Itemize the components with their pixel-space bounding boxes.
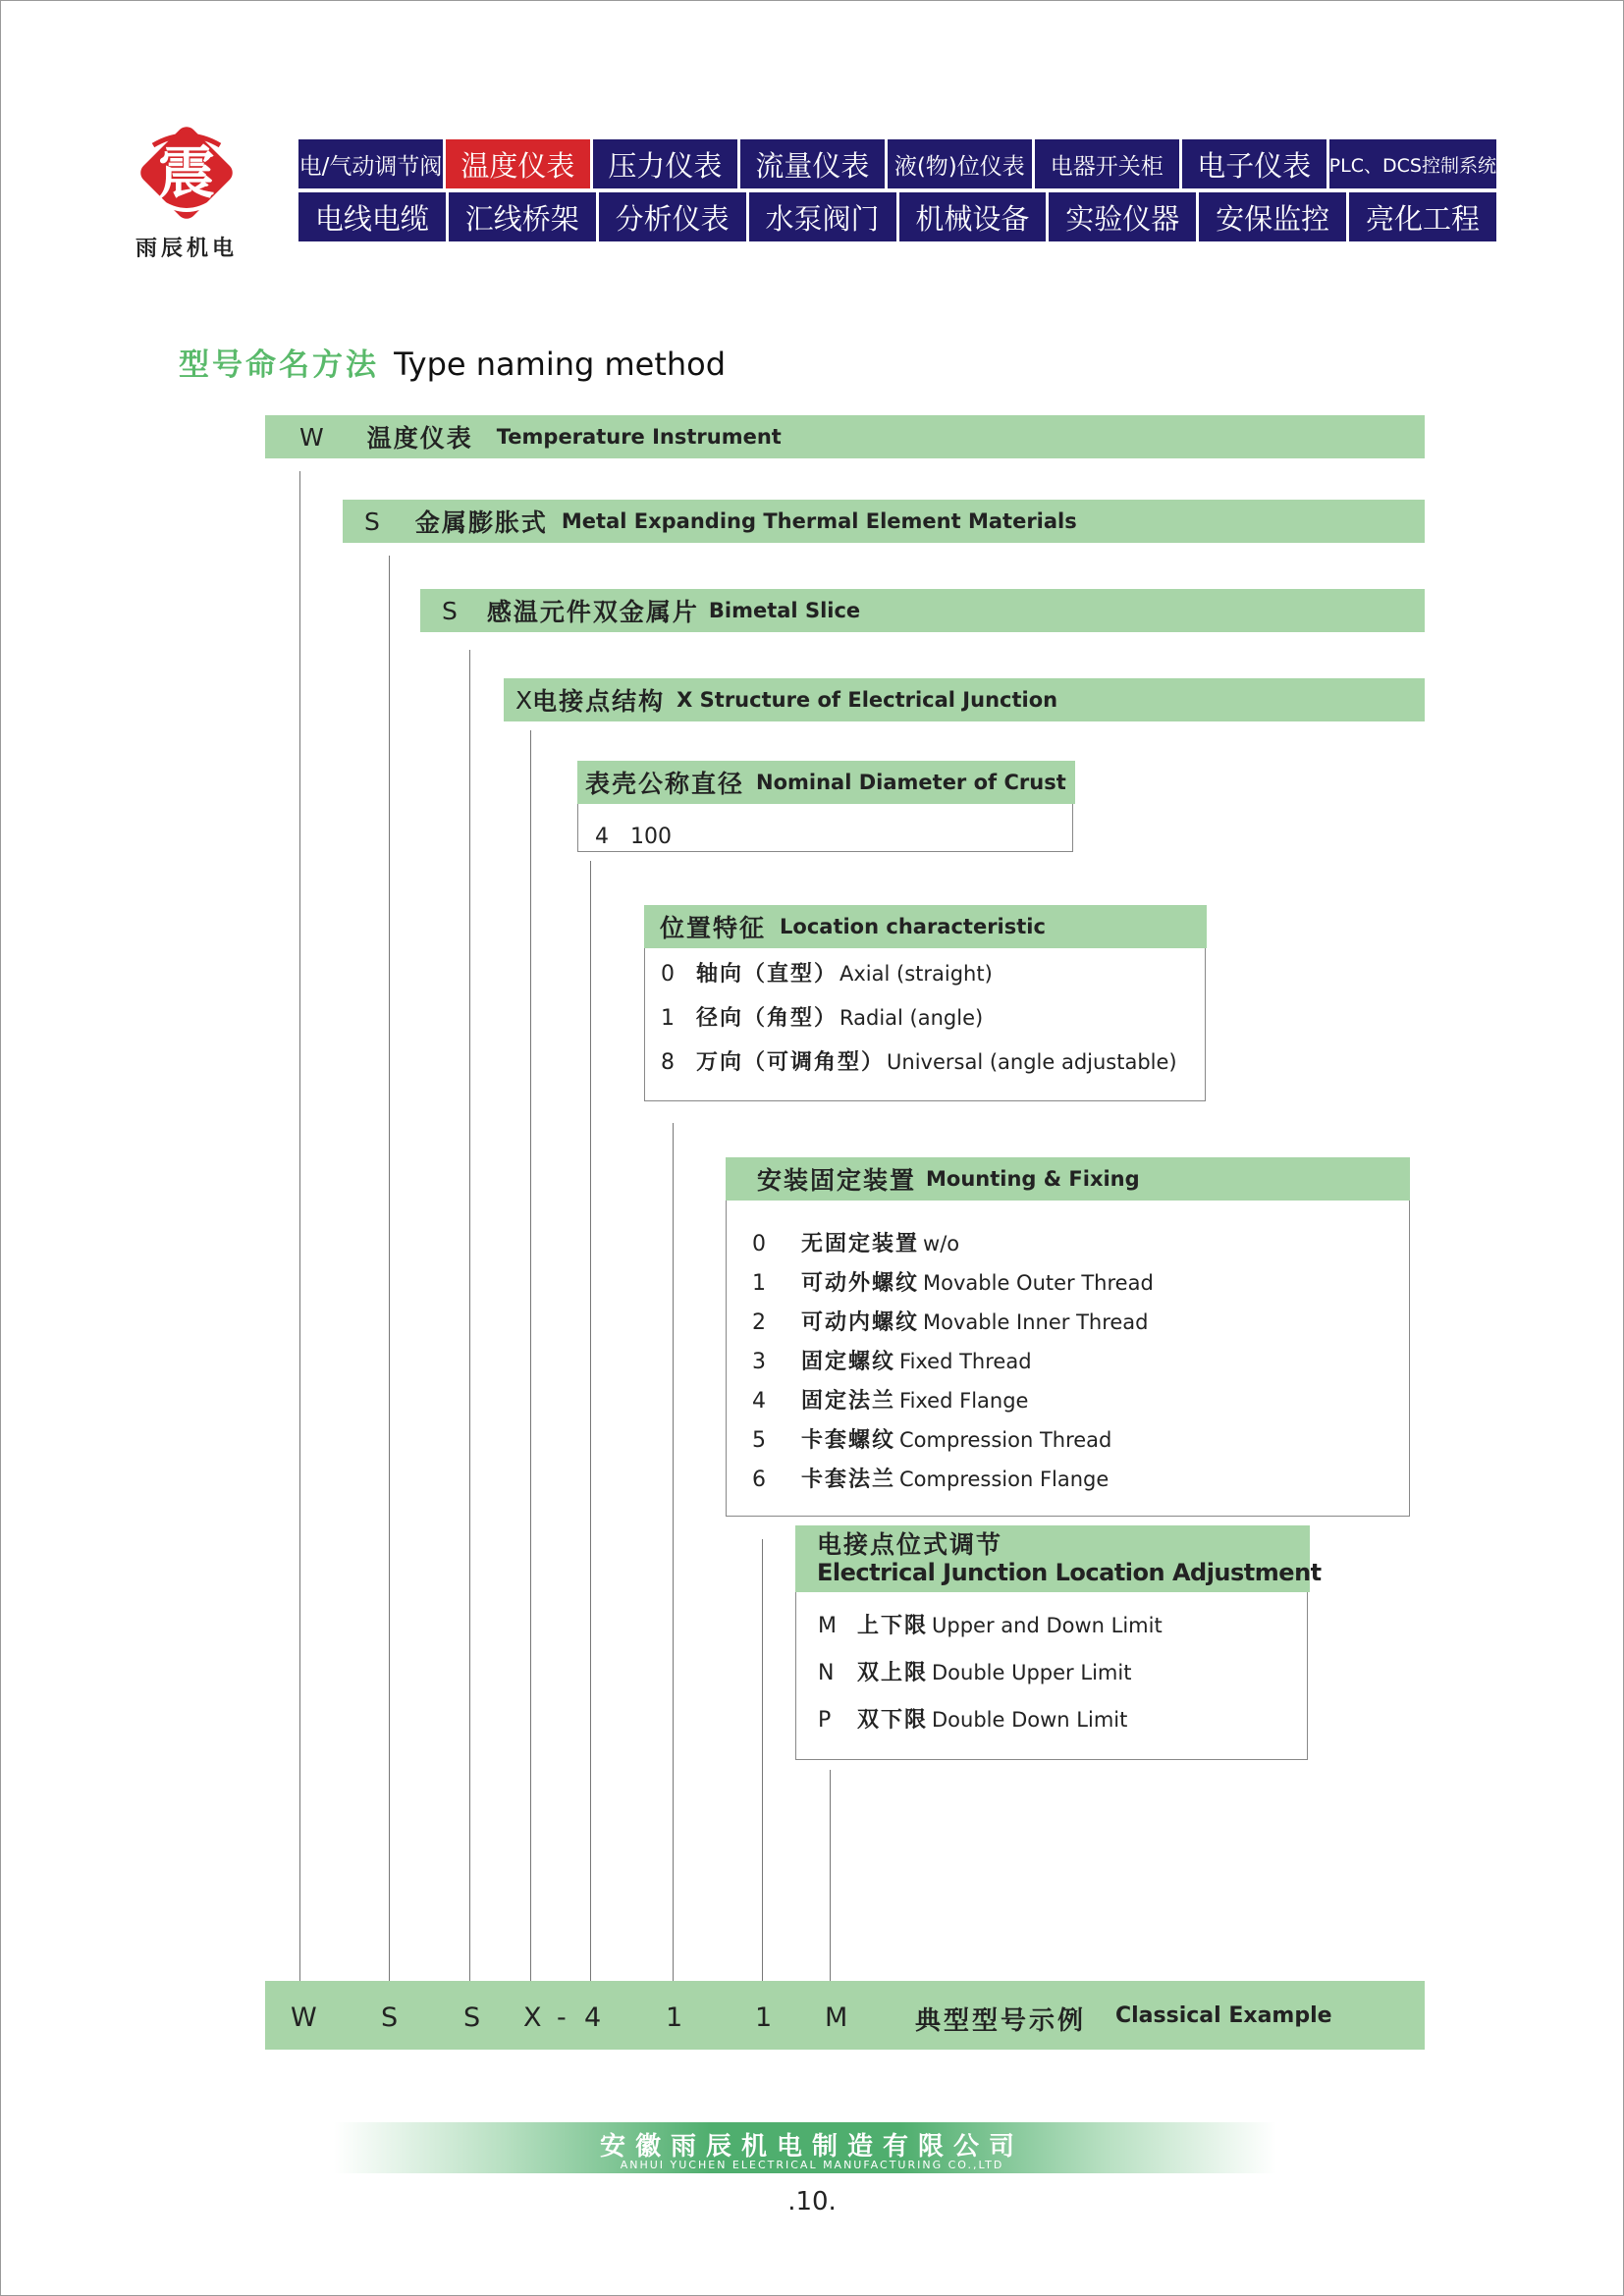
option-code: 4 [752,1389,766,1414]
nav-item[interactable]: PLC、DCS控制系统 [1329,139,1496,188]
option-en: Movable Inner Thread [923,1310,1149,1334]
nav-item[interactable]: 水泵阀门 [749,192,896,241]
mounting-option [752,1463,1109,1493]
example-cn: 典型型号示例 [915,2006,1087,2036]
location-option [661,1045,1177,1076]
diameter-cn: 表壳公称直径 [585,770,745,798]
example-char: 4 [584,2002,602,2033]
mounting-cn: 安装固定装置 [757,1166,917,1195]
connector-line-s2 [469,650,470,1981]
option-cn: 无固定装置 [801,1232,920,1256]
option-code: 2 [752,1310,766,1335]
example-char: 1 [755,2002,773,2033]
option-cn: 固定法兰 [801,1389,896,1414]
mounting-option [752,1423,1111,1454]
adjust-option [818,1656,1131,1686]
location-box [644,905,1206,1101]
level-bar-s1 [343,500,1425,543]
connector-line-diameter [590,861,591,1981]
example-char: W [291,2002,317,2033]
level-en: X Structure of Electrical Junction [677,688,1058,712]
option-cn: 固定螺纹 [801,1350,896,1374]
option-code: M [818,1614,837,1638]
option-cn: 可动外螺纹 [801,1271,920,1296]
mounting-option [752,1306,1149,1336]
adjust-option [818,1703,1127,1734]
nav-row-1 [298,139,1496,188]
company-logo [126,116,247,263]
option-cn: 卡套螺纹 [801,1428,896,1453]
adjust-header [795,1525,1322,1592]
connector-line-x [530,730,531,1981]
option-code: 1 [752,1271,766,1296]
option-cn: 双下限 [857,1708,929,1733]
nav-item[interactable]: 电子仪表 [1182,139,1326,188]
option-en: Radial (angle) [839,1006,984,1030]
classical-example-bar [265,1981,1425,2050]
location-option [661,1001,983,1032]
example-en: Classical Example [1115,2003,1332,2028]
option-cn: 万向（可调角型） [696,1050,886,1075]
level-cn: 金属膨胀式 [414,508,548,537]
nav-item[interactable]: 电/气动调节阀 [298,139,443,188]
mounting-header [726,1157,1410,1201]
example-char: X [523,2002,542,2033]
adjust-cn: 电接点位式调节 [817,1530,1003,1559]
nav-item[interactable]: 电器开关柜 [1035,139,1179,188]
nav-item[interactable]: 压力仪表 [593,139,737,188]
example-char: 1 [666,2002,683,2033]
option-en: Double Down Limit [932,1708,1128,1732]
option-en: Compression Thread [899,1428,1112,1452]
page-number: .10. [787,2187,837,2216]
level-code: S [442,596,458,625]
connector-line-s1 [389,556,390,1981]
mounting-option [752,1266,1154,1297]
option-en: Upper and Down Limit [932,1614,1163,1637]
nav-item[interactable]: 实验仪器 [1049,192,1196,241]
diameter-value-row [595,825,672,849]
option-cn: 轴向（直型） [696,962,839,987]
option-en: Fixed Thread [899,1350,1032,1373]
mounting-option [752,1227,959,1257]
company-name: 雨辰机电 [135,237,238,261]
mounting-box [726,1157,1410,1517]
option-en: Universal (angle adjustable) [887,1050,1177,1074]
adjust-en: Electrical Junction Location Adjustment [817,1559,1322,1586]
mounting-option [752,1345,1032,1375]
section-title-cn: 型号命名方法 [179,347,379,383]
option-cn: 上下限 [857,1614,929,1638]
diameter-en: Nominal Diameter of Crust [756,771,1066,794]
adjust-box [795,1525,1322,1760]
option-code: 3 [752,1350,766,1374]
option-cn: 卡套法兰 [801,1468,896,1492]
level-en: Temperature Instrument [496,425,782,449]
option-code: 8 [661,1050,675,1075]
adjust-option [818,1609,1163,1639]
option-code: 1 [661,1006,675,1031]
option-en: w/o [923,1232,960,1255]
option-code: 6 [752,1468,766,1492]
level-code: X [515,685,533,715]
option-en: Compression Flange [899,1468,1110,1491]
option-en: Fixed Flange [899,1389,1029,1413]
section-title-en: Type naming method [394,346,727,383]
location-cn: 位置特征 [660,914,767,942]
option-code: P [818,1708,832,1733]
option-en: Double Upper Limit [932,1661,1132,1684]
mounting-option [752,1384,1028,1415]
footer-company-en: ANHUI YUCHEN ELECTRICAL MANUFACTURING CO.,LTD [620,2159,1004,2171]
nav-item[interactable]: 温度仪表 [446,139,590,188]
option-cn: 径向（角型） [696,1006,839,1031]
location-header [644,905,1207,948]
option-en: Axial (straight) [839,962,993,986]
diameter-header [577,761,1075,804]
nav-item[interactable]: 安保监控 [1199,192,1346,241]
option-code: 0 [661,962,675,987]
level-code: W [299,422,324,452]
level-bar-s2 [420,589,1425,632]
example-char: S [381,2002,399,2033]
nav-item[interactable]: 机械设备 [899,192,1047,241]
nav-item[interactable]: 亮化工程 [1349,192,1496,241]
level-en: Bimetal Slice [708,599,861,622]
nav-item[interactable]: 电线电缆 [298,192,446,241]
diameter-code: 4 [595,825,609,849]
option-cn: 可动内螺纹 [801,1310,920,1335]
nav-item[interactable]: 液(物)位仪表 [888,139,1032,188]
level-cn: 感温元件双金属片 [486,598,699,626]
connector-line-mounting [762,1539,763,1981]
nav-item[interactable]: 流量仪表 [740,139,885,188]
level-cn: 电接点结构 [532,687,666,716]
level-bar-x [504,678,1425,721]
level-cn: 温度仪表 [366,424,473,453]
option-code: 0 [752,1232,766,1256]
example-char: M [825,2002,848,2033]
location-en: Location characteristic [780,915,1046,938]
logo-emblem-icon [130,116,244,230]
connector-line-w [299,471,300,1981]
nav-item[interactable]: 汇线桥架 [449,192,596,241]
footer-company-cn: 安徽雨辰机电制造有限公司 [599,2132,1024,2162]
section-title [179,340,726,384]
connector-line-location [673,1123,674,1981]
level-en: Metal Expanding Thermal Element Materials [561,509,1077,533]
diameter-value: 100 [630,825,672,849]
example-char: - [557,2002,567,2033]
mounting-en: Mounting & Fixing [926,1167,1140,1191]
nav-item[interactable]: 分析仪表 [599,192,746,241]
nav-row-2 [298,192,1496,241]
diameter-box [577,761,1073,852]
svg-text:震: 震 [157,139,216,206]
option-code: 5 [752,1428,766,1453]
option-code: N [818,1661,835,1685]
option-cn: 双上限 [857,1661,929,1685]
level-bar-w [265,415,1425,458]
example-char: S [463,2002,481,2033]
option-en: Movable Outer Thread [923,1271,1154,1295]
connector-line-adjust [830,1770,831,1981]
location-option [661,957,993,988]
product-category-nav [298,139,1496,245]
level-code: S [364,507,380,536]
